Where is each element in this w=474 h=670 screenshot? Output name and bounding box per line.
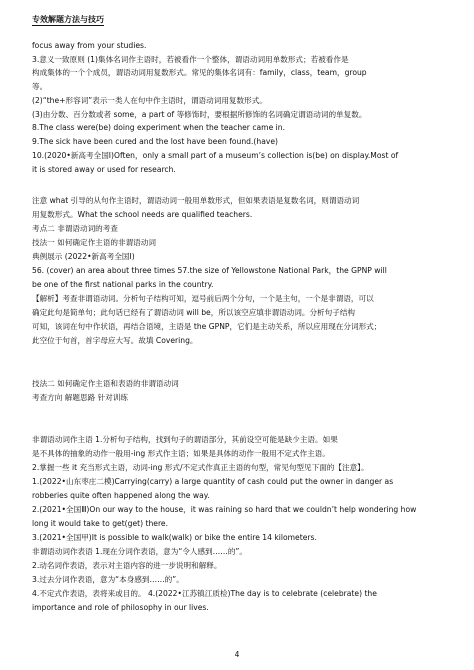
section-heading: 技法二 如何确定作主语和表语的非谓语动词	[32, 379, 179, 388]
text-line: 8.The class were(be) doing experiment when the teacher came in.	[32, 123, 285, 132]
text-line: 10.(2020•新高考全国Ⅰ)Often，only a small part of a museum’s collection is(be) on display.Most of	[32, 151, 399, 160]
section-heading: 技法一 如何确定作主语的非谓语动词	[32, 238, 156, 247]
text-line: 4.不定式作表语，表将来或目的。 4.(2022•江苏镇江质检)The day is to celebrate (celebrate) the	[32, 589, 377, 598]
text-line: long it would take to get(get) there.	[32, 519, 168, 528]
text-line: 确定此句是简单句；此句话已经有了谓语动词 will be，所以该空应填非谓语动词。分析句子结构	[32, 308, 356, 317]
text-line: 2.掌握一些 it 充当形式主语，动词-ing 形式/不定式作真正主语的句型，常见句型见下面的【注意】。	[32, 463, 369, 472]
text-line: 3.(2021•全国甲)It is possible to walk(walk) or bike the entire 14 kilometers.	[32, 533, 317, 542]
text-line: 3.意义一致原则 (1)集体名词作主语时，若被看作一个整体，谓语动词用单数形式；若被看作是	[32, 55, 349, 64]
text-line: it is stored away or used for research.	[32, 165, 176, 174]
table-header: 考查方向 解题思路 针对训练	[32, 393, 128, 402]
text-line: robberies quite often happened along the way.	[32, 491, 210, 500]
text-line: importance and role of philosophy in our lives.	[32, 603, 209, 612]
text-line: 3.过去分词作表语，意为“本身感到……的”。	[32, 575, 184, 584]
text-line: 构成集体的一个个成员，谓语动词用复数形式。常见的集体名词有：family，class，team，group	[32, 68, 367, 77]
section-heading: 考点二 非谓语动词的考查	[32, 224, 118, 233]
text-line: 可知，该词在句中作状语，再结合语境，主语是 the GPNP，它们是主动关系，所以应用现在分词形式；	[32, 322, 382, 331]
text-line: be one of the first national parks in the country.	[32, 280, 214, 289]
text-line: 等。	[32, 82, 48, 91]
text-line: 此空位于句首，首字母应大写。故填 Covering。	[32, 336, 198, 345]
text-line: 用复数形式。What the school needs are qualified teachers.	[32, 210, 253, 219]
text-line: 非谓语动词作表语 1.现在分词作表语，意为“令人感到……的”。	[32, 547, 247, 556]
page-title: 专效解题方法与技巧	[32, 15, 104, 24]
text-line: 2.动名词作表语，表示对主语内容的进一步说明和解释。	[32, 561, 222, 570]
text-line: 非谓语动词作主语 1.分析句子结构，找到句子的谓语部分，其前设空可能是缺少主语。如果	[32, 435, 338, 444]
text-line: (3)由分数、百分数或者 some，a part of 等修饰时，要根据所修饰的名词确定谓语动词的单复数。	[32, 110, 367, 119]
text-line: focus away from your studies.	[32, 41, 147, 50]
text-line: 2.(2021•全国Ⅲ)On our way to the house，it was raining so hard that we couldn’t help wondering how	[32, 505, 417, 514]
text-line: 【解析】考查非谓语动词。分析句子结构可知，逗号前后两个分句，一个是主句，一个是非谓语，可以	[32, 294, 374, 303]
text-line: (2)“the+形容词”表示一类人在句中作主语时，谓语动词用复数形式。	[32, 96, 267, 105]
page-number: 4	[234, 650, 240, 659]
text-line: 是不具体的抽象的动作一般用-ing 形式作主语；如果是具体的动作一般用不定式作主语。	[32, 449, 330, 458]
text-line: 9.The sick have been cured and the lost have been found.(have)	[32, 137, 278, 146]
text-line: 56. (cover) an area about three times 57.the size of Yellowstone National Park，the GPNP will	[32, 266, 387, 275]
section-heading: 典例展示 (2022•新高考全国Ⅰ)	[32, 252, 135, 261]
text-line: 注意 what 引导的从句作主语时，谓语动词一般用单数形式，但如果表语是复数名词，则谓语动词	[32, 196, 360, 205]
text-line: 1.(2022•山东枣庄二模)Carrying(carry) a large quantity of cash could put the owner in danger as	[32, 477, 394, 486]
